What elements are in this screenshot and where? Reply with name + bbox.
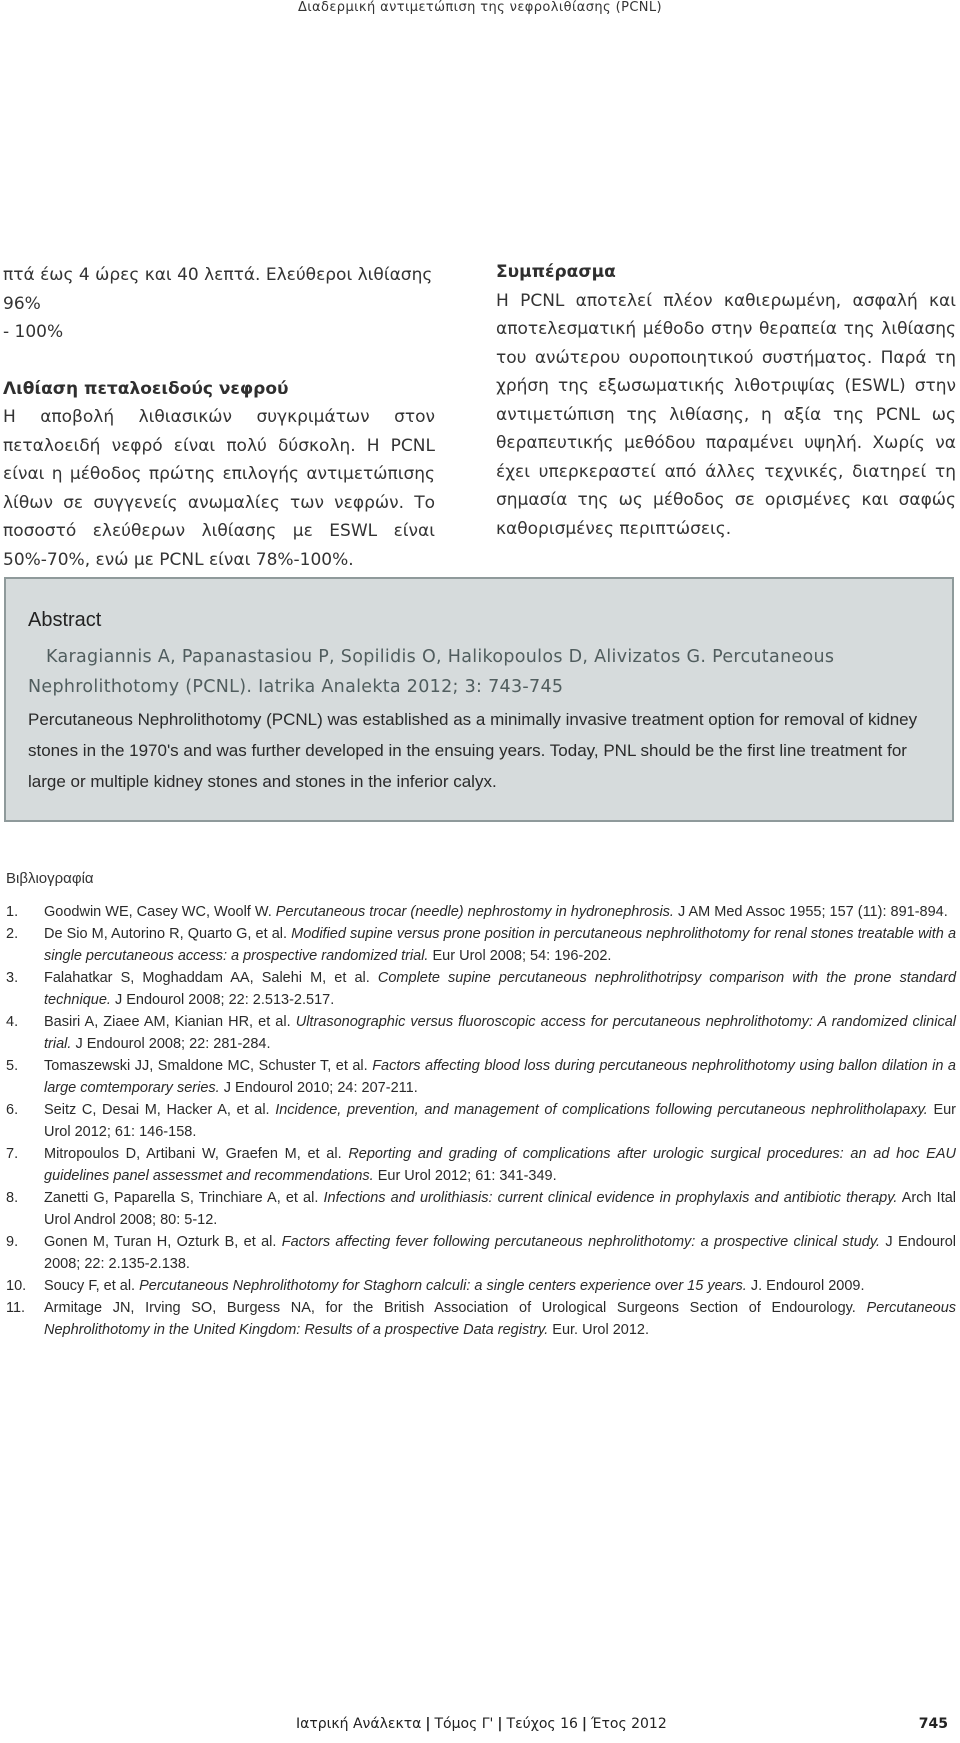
- reference-source: J Endourol 2008; 22: 2.513-2.517.: [114, 992, 335, 1008]
- reference-authors: Armitage JN, Irving SO, Burgess NA, for the British Association of Urological Surgeons Section of Endourology.: [44, 1300, 856, 1316]
- footer-volume: Τόμος Γ': [434, 1716, 494, 1732]
- footer-journal-info: Ιατρική Ανάλεκτα | Τόμος Γ' | Τεύχος 16 | Έτος 2012: [296, 1716, 667, 1732]
- reference-authors: Zanetti G, Paparella S, Trinchiare A, et al.: [44, 1190, 319, 1206]
- reference-source: J. Endourol 2009.: [750, 1278, 865, 1294]
- reference-authors: Gonen M, Turan H, Ozturk B, et al.: [44, 1234, 277, 1250]
- horseshoe-paragraph: Η αποβολή λιθιασικών συγκριμάτων στον πεταλοειδή νεφρό είναι πολύ δύσκολη. Η PCNL είναι η μέθοδος πρώτης επιλογής αντιμετώπισης λίθων σε συγγενείς ανωμαλίες των νεφρών. Το ποσοστό ελεύθερων λιθίασης με ESWL είναι 50%-70%, ενώ με PCNL είναι 78%-100%.: [3, 407, 435, 570]
- conclusion-paragraph: Η PCNL αποτελεί πλέον καθιερωμένη, ασφαλή και αποτελεσματική μέθοδο στην θεραπεία της λιθίασης του ανώτερου ουροποιητικού συστήματος. Παρά τη χρήση της εξωσωματικής λιθοτριψίας (ESWL) στην αντιμετώπιση της λιθίασης, η αξία της PCNL ως θεραπευτικής μεθόδου παραμένει υψηλή. Χωρίς να έχει υπερκεραστεί από άλλες τεχνικές, διατηρεί τη σημασία της ως μέθοδος σε ορισμένες και σαφώς καθορισμένες περιπτώσεις.: [496, 290, 956, 539]
- continued-line: - 100%: [3, 322, 64, 342]
- reference-number: 8.: [6, 1190, 19, 1206]
- reference-item: [6, 1275, 956, 1297]
- reference-number: 11.: [6, 1300, 26, 1316]
- reference-source: Eur Urol 2012; 61: 341-349.: [377, 1168, 557, 1184]
- left-column: [3, 261, 435, 574]
- abstract-title: Abstract: [28, 609, 102, 631]
- reference-number: 6.: [6, 1102, 19, 1118]
- reference-title: Factors affecting blood loss during percutaneous nephrolithotomy using ballon dilation in a large comtemporary series.: [44, 1058, 957, 1096]
- reference-title: Factors affecting fever following percutaneous nephrolithotomy: a prospective clinical study.: [281, 1234, 881, 1250]
- reference-source: J AM Med Assoc 1955; 157 (11): 891-894.: [678, 904, 948, 920]
- reference-number: 1.: [6, 904, 19, 920]
- reference-title: Reporting and grading of complications after urologic surgical procedures: an ad hoc EAU guidelines panel assessmet and recommendations.: [44, 1146, 956, 1184]
- reference-authors: Soucy F, et al.: [44, 1278, 136, 1294]
- footer-issue: Τεύχος 16: [506, 1716, 578, 1732]
- reference-title: Infections and urolithiasis: current clinical evidence in prophylaxis and antibiotic therapy.: [323, 1190, 898, 1206]
- reference-source: Eur Urol 2008; 54: 196-202.: [432, 948, 612, 964]
- reference-item: [6, 901, 956, 923]
- section-heading-horseshoe: Λιθίαση πεταλοειδούς νεφρού: [3, 378, 289, 399]
- reference-title: Percutaneous Nephrolithotomy for Staghorn calculi: a single centers experience over 15 years.: [139, 1278, 747, 1294]
- reference-authors: De Sio M, Autorino R, Quarto G, et al.: [44, 926, 288, 942]
- reference-item: [6, 1143, 956, 1187]
- reference-source: J Endourol 2010; 24: 207-211.: [223, 1080, 418, 1096]
- reference-source: Eur. Urol 2012.: [552, 1322, 650, 1338]
- reference-authors: Basiri A, Ziaee AM, Kianian HR, et al.: [44, 1014, 291, 1030]
- reference-number: 10.: [6, 1278, 27, 1294]
- reference-title: Modified supine versus prone position in percutaneous nephrolithotomy for renal stones treatable with a single percutaneous access: a prospective randomized trial.: [44, 926, 957, 964]
- reference-title: Percutaneous trocar (needle) nephrostomy in hydronephrosis.: [275, 904, 674, 920]
- reference-title: Incidence, prevention, and management of complications following percutaneous nephrolitholapaxy.: [275, 1102, 928, 1118]
- reference-authors: Tomaszewski JJ, Smaldone MC, Schuster T, et al.: [44, 1058, 368, 1074]
- reference-number: 3.: [6, 970, 19, 986]
- reference-source: J Endourol 2008; 22: 281-284.: [75, 1036, 271, 1052]
- bibliography-title: Βιβλιογραφία: [6, 870, 94, 887]
- reference-item: [6, 1099, 956, 1143]
- reference-title: Complete supine percutaneous nephrolithotripsy comparison with the prone standard technique.: [44, 970, 957, 1008]
- reference-number: 5.: [6, 1058, 19, 1074]
- reference-item: [6, 1297, 956, 1341]
- reference-item: [6, 1187, 956, 1231]
- reference-item: [6, 923, 956, 967]
- bibliography: [6, 870, 956, 1341]
- reference-list: [6, 901, 956, 1341]
- reference-authors: Falahatkar S, Moghaddam AA, Salehi M, et al.: [44, 970, 370, 986]
- reference-authors: Goodwin WE, Casey WC, Woolf W.: [44, 904, 272, 920]
- reference-source: Arch Ital Urol Androl 2008; 80: 5-12.: [44, 1190, 957, 1228]
- abstract-body: Percutaneous Nephrolithotomy (PCNL) was established as a minimally invasive treatment option for removal of kidney stones in the 1970's and was further developed in the ensuing years. Today, PNL should be the first line treatment for large or multiple kidney stones and stones in the inferior calyx.: [28, 710, 918, 791]
- reference-item: [6, 1055, 956, 1099]
- reference-source: Eur Urol 2012; 61: 146-158.: [44, 1102, 957, 1140]
- reference-number: 4.: [6, 1014, 19, 1030]
- page-number: 745: [918, 1716, 948, 1732]
- abstract-box: [4, 577, 954, 822]
- reference-item: [6, 1011, 956, 1055]
- continued-line: πτά έως 4 ώρες και 40 λεπτά. Ελεύθεροι λιθίασης 96%: [3, 265, 433, 314]
- reference-title: Percutaneous Nephrolithotomy in the United Kingdom: Results of a prospective Data registry.: [44, 1300, 957, 1338]
- reference-source: J Endourol 2008; 22: 2.135-2.138.: [44, 1234, 957, 1272]
- reference-number: 9.: [6, 1234, 19, 1250]
- reference-item: [6, 967, 956, 1011]
- reference-authors: Mitropoulos D, Artibani W, Graefen M, et al.: [44, 1146, 342, 1162]
- footer-year: Έτος 2012: [591, 1716, 667, 1732]
- reference-authors: Seitz C, Desai M, Hacker A, et al.: [44, 1102, 270, 1118]
- footer-journal: Ιατρική Ανάλεκτα: [296, 1716, 422, 1732]
- abstract-citation: Karagiannis A, Papanastasiou P, Sopilidis O, Halikopoulos D, Alivizatos G. Percutaneous Nephrolithotomy (PCNL). Iatrika Analekta 2012; 3: 743-745: [28, 647, 835, 697]
- reference-title: Ultrasonographic versus fluoroscopic access for percutaneous nephrolithotomy: A randomized clinical trial.: [44, 1014, 957, 1052]
- reference-number: 2.: [6, 926, 19, 942]
- section-heading-conclusion: Συμπέρασμα: [496, 262, 616, 282]
- running-head: Διαδερμική αντιμετώπιση της νεφρολιθίασης (PCNL): [297, 0, 663, 15]
- reference-item: [6, 1231, 956, 1275]
- reference-number: 7.: [6, 1146, 19, 1162]
- right-column: [496, 258, 956, 543]
